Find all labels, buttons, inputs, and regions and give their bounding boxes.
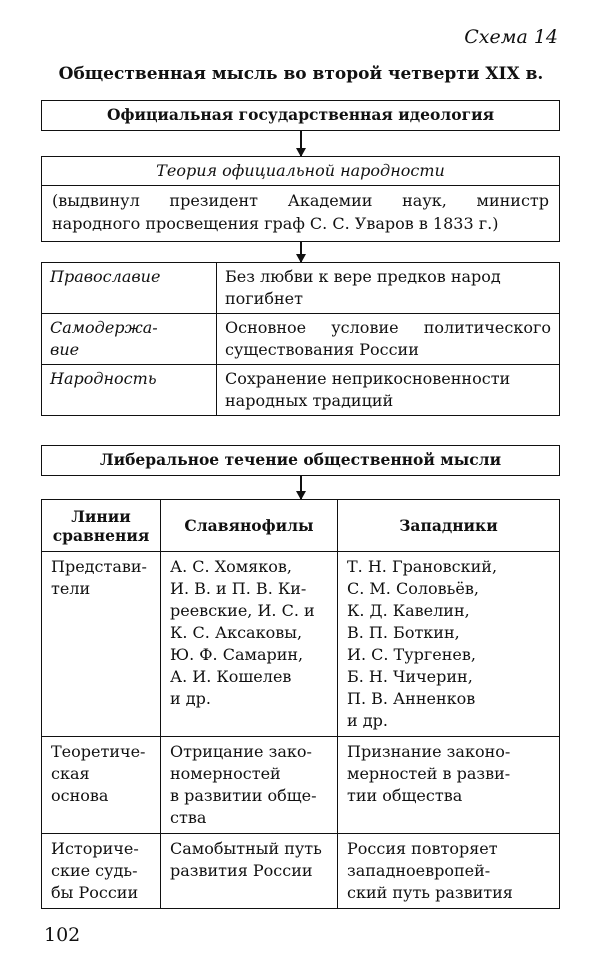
table-row [42,834,560,909]
theory-title: Теория официальной народности [42,157,559,186]
principle-term: Народность [42,365,217,416]
westerners-column-header: Западники [338,500,560,552]
slavophiles-cell: Самобытный путь развития России [161,834,338,909]
slavophiles-cell: Отрицание зако- номерностей в развитии обще- ства [161,737,338,834]
criteria-column-header: Линии сравнения [42,500,161,552]
principle-description: Сохранение неприкосновенности народных традиций [217,365,560,416]
principles-table [41,262,560,416]
table-row [42,365,560,416]
principle-term: Самодержа- вие [42,314,217,365]
theory-note-line: (выдвинул президент Академии наук, министр [52,191,549,210]
comparison-table [41,499,560,909]
criterion-cell: Представи- тели [42,552,161,737]
criterion-cell: Историче- ские судь- бы России [42,834,161,909]
slavophiles-cell: А. С. Хомяков, И. В. и П. В. Ки- реевские, И. С. и К. С. Аксаковы, Ю. Ф. Самарин, А. И. Кошелев и др. [161,552,338,737]
slavophiles-column-header: Славянофилы [161,500,338,552]
theory-box [41,156,560,242]
official-ideology-header [41,100,560,131]
westerners-cell: Т. Н. Грановский, С. М. Соловьёв, К. Д. Кавелин, В. П. Боткин, И. С. Тургенев, Б. Н. Чичерин, П. В. Анненков и др. [338,552,560,737]
westerners-cell: Россия повторяет западноевропей- ский путь развития [338,834,560,909]
scheme-label: Схема 14 [464,26,558,48]
table-row [42,552,560,737]
table-header-row [42,500,560,552]
table-row [42,314,560,365]
page-title: Общественная мысль во второй четверти XIX в. [58,64,544,84]
arrow-down-icon [300,242,302,262]
table-row [42,737,560,834]
page-number: 102 [44,924,81,946]
table-row [42,263,560,314]
arrow-down-icon [300,476,302,499]
liberal-header-text: Либеральное течение общественной мысли [99,450,502,469]
westerners-cell: Признание законо- мерностей в разви- тии общества [338,737,560,834]
liberal-header [41,445,560,476]
official-ideology-header-text: Официальная государственная идеология [106,105,495,124]
arrow-down-icon [300,131,302,156]
principle-description: Без любви к вере предков народ погибнет [217,263,560,314]
principle-term: Православие [42,263,217,314]
principle-description: Основное условие политического существования России [217,314,560,365]
theory-note-line: народного просвещения граф С. С. Уваров в 1833 г.) [52,214,499,233]
criterion-cell: Теоретиче- ская основа [42,737,161,834]
